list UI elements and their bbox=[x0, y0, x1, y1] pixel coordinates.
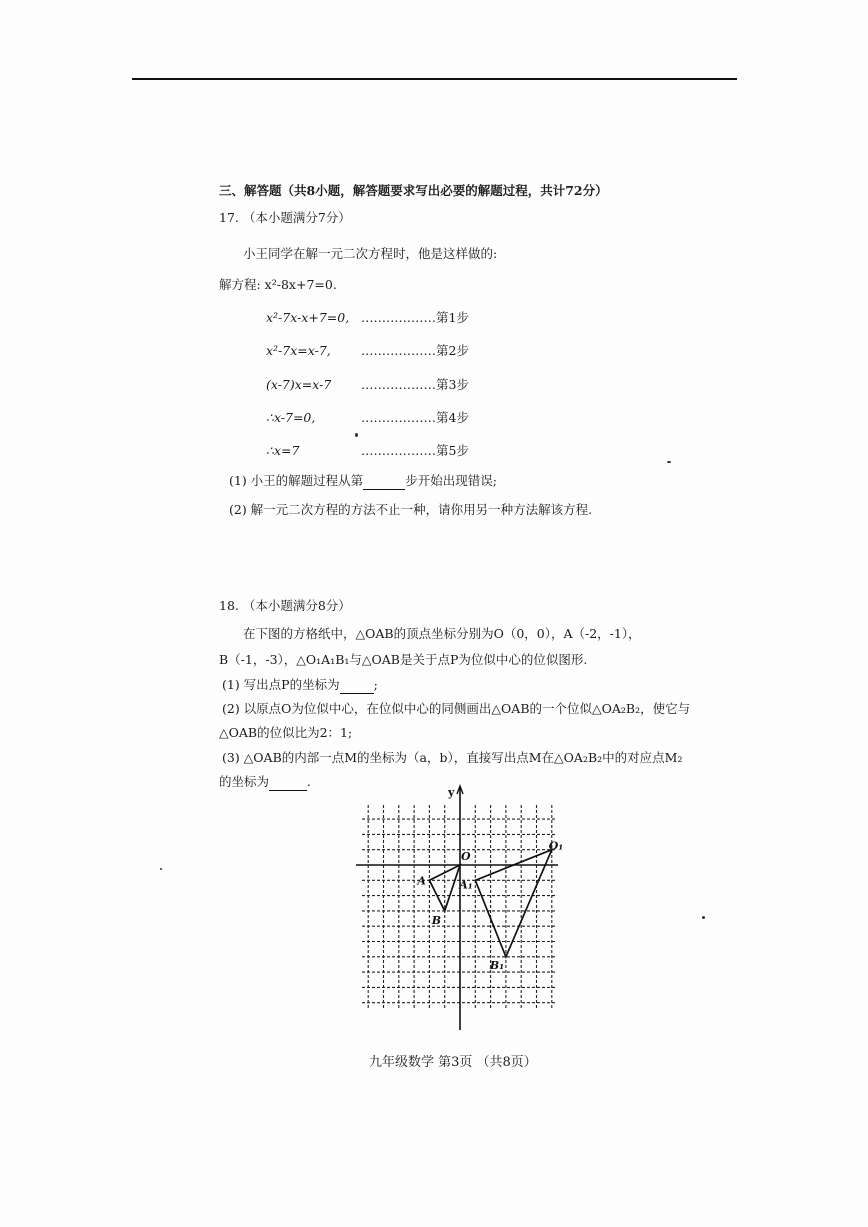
q17-step-5-expr: ∴x=7 bbox=[266, 443, 300, 458]
label-a1: A₁ bbox=[459, 878, 473, 892]
scan-speck bbox=[702, 916, 705, 919]
label-b: B bbox=[431, 913, 442, 927]
label-o: O bbox=[461, 850, 471, 863]
q17-step-2-expr: x²-7x=x-7, bbox=[266, 343, 331, 358]
q18-part-1-tail: ; bbox=[373, 677, 378, 692]
q18-part-3-blank bbox=[269, 774, 307, 791]
q18-part-3-text: 的坐标为 bbox=[219, 774, 270, 789]
header-rule bbox=[132, 78, 737, 80]
q18-part-1 bbox=[222, 677, 378, 694]
section-heading: 三、解答题（共8小题，解答题要求写出必要的解题过程，共计72分） bbox=[219, 183, 608, 198]
label-a: A bbox=[417, 874, 426, 888]
q18-part-2-line-2: △OAB的位似比为2：1; bbox=[219, 725, 353, 740]
q17-step-4-label: ………………第4步 bbox=[361, 410, 469, 425]
coordinate-grid-figure bbox=[340, 780, 580, 1035]
q17-step-3-label: ………………第3步 bbox=[361, 377, 469, 392]
q18-header: 18. （本小题满分8分） bbox=[219, 598, 351, 613]
q18-part-3-line-2 bbox=[219, 774, 311, 791]
q17-step-3-expr: (x-7)x=x-7 bbox=[266, 377, 332, 392]
q17-part-2: (2) 解一元二次方程的方法不止一种，请你用另一种方法解该方程. bbox=[229, 502, 593, 517]
q18-line-1: 在下图的方格纸中，△OAB的顶点坐标分别为O（0，0），A（-2，-1）， bbox=[243, 626, 641, 641]
q17-part-1-tail: 步开始出现错误; bbox=[405, 473, 497, 488]
q17-part-1-blank bbox=[363, 473, 405, 490]
q17-intro: 小王同学在解一元二次方程时，他是这样做的: bbox=[243, 246, 498, 261]
q18-part-3-tail: . bbox=[307, 774, 311, 789]
q17-part-1 bbox=[229, 473, 497, 490]
q17-step-5-label: ………………第5步 bbox=[361, 443, 469, 458]
point-labels bbox=[416, 786, 563, 972]
y-axis-label: y bbox=[448, 786, 455, 799]
label-o1: O₁ bbox=[548, 839, 564, 853]
page-footer: 九年级数学 第3页 （共8页） bbox=[369, 1055, 537, 1070]
q17-header: 17. （本小题满分7分） bbox=[219, 210, 351, 225]
grid-lines bbox=[362, 805, 555, 1008]
scan-speck bbox=[355, 433, 358, 437]
label-b1: B₁ bbox=[489, 958, 505, 972]
q17-equation: 解方程: x²-8x+7=0. bbox=[219, 277, 337, 292]
q17-part-1-text: (1) 小王的解题过程从第 bbox=[229, 473, 364, 488]
q17-step-4-expr: ∴x-7=0, bbox=[266, 410, 316, 425]
q18-part-1-text: (1) 写出点P的坐标为 bbox=[222, 677, 340, 692]
q17-step-2-label: ………………第2步 bbox=[361, 343, 469, 358]
q17-step-1-label: ………………第1步 bbox=[361, 310, 469, 325]
q18-line-2: B（-1，-3），△O₁A₁B₁与△OAB是关于点P为位似中心的位似图形. bbox=[219, 652, 588, 667]
q18-part-3-line-1: (3) △OAB的内部一点M的坐标为（a，b），直接写出点M在△OA₂B₂中的对应点M₂ bbox=[222, 750, 683, 765]
scan-speck bbox=[667, 461, 671, 463]
scan-speck bbox=[160, 868, 162, 870]
q17-step-1-expr: x²-7x-x+7=0, bbox=[266, 310, 350, 325]
q18-part-1-blank bbox=[340, 677, 374, 694]
q18-part-2-line-1: (2) 以原点O为位似中心，在位似中心的同侧画出△OAB的一个位似△OA₂B₂，使它与 bbox=[222, 701, 691, 716]
